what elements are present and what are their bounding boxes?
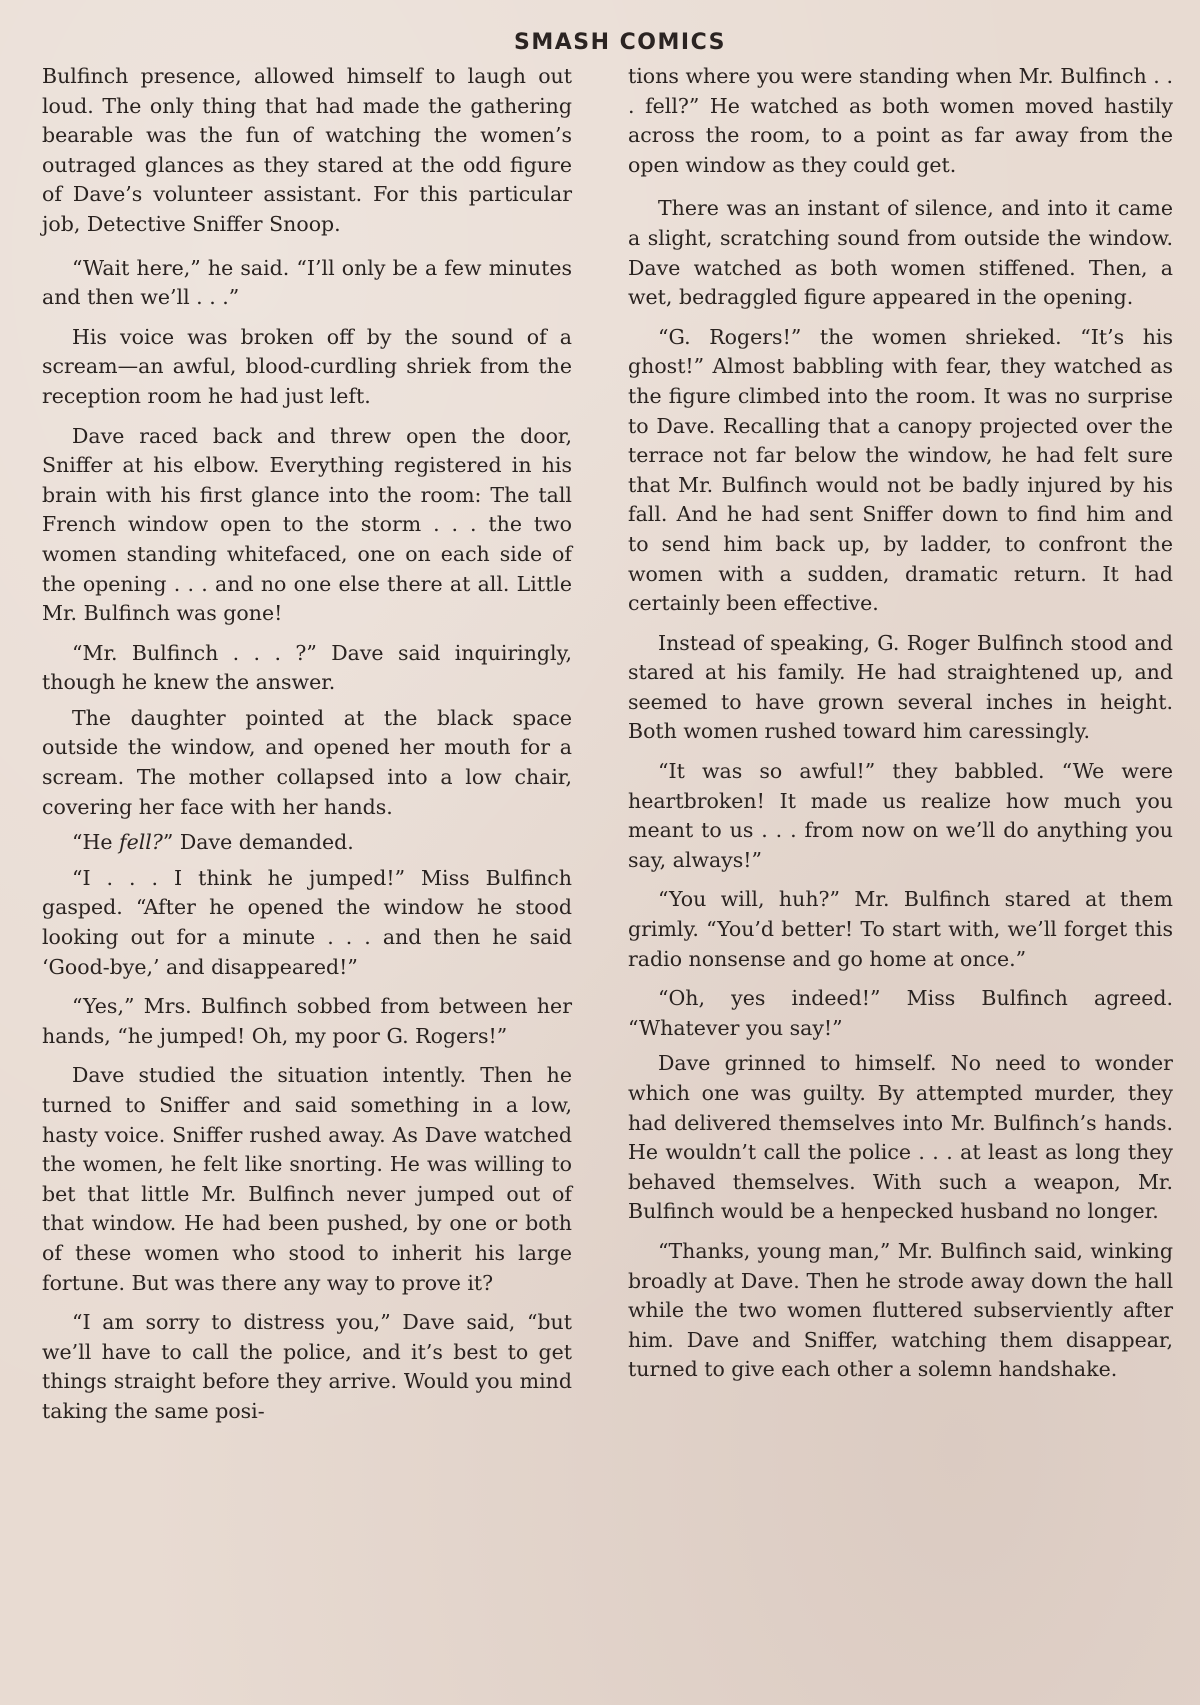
right-text-column <box>628 62 1173 1395</box>
page-header-title: SMASH COMICS <box>513 30 726 55</box>
paragraph: “It was so awful!” they babbled. “We were heartbroken! It made us realize how much you meant to us . . . from now on we’ll do anything you say, always!” <box>628 759 1173 872</box>
left-text-column <box>42 62 572 1437</box>
paragraph: “Yes,” Mrs. Bulfinch sobbed from between her hands, “he jumped! Oh, my poor G. Rogers!” <box>42 994 572 1048</box>
paragraph: Bulfinch presence, allowed himself to laugh out loud. The only thing that had made the gathering bearable was the fun of watching the women’s outraged glances as they stared at the odd figure of Dave’s volunteer assistant. For this particular job, Detective Sniffer Snoop. <box>42 64 572 236</box>
paragraph-he-fell <box>42 828 572 858</box>
paragraph: tions where you were standing when Mr. Bulfinch . . . fell?” He watched as both women moved hastily across the room, to a point as far away from the open window as they could get. <box>628 64 1173 177</box>
paragraph: “Thanks, young man,” Mr. Bulfinch said, winking broadly at Dave. Then he strode away down the hall while the two women fluttered subserviently after him. Dave and Sniffer, watching them disappear, turned to give each other a solemn handshake. <box>628 1238 1173 1382</box>
paragraph: “Mr. Bulfinch . . . ?” Dave said inquiringly, though he knew the answer. <box>42 640 572 695</box>
paragraph: “G. Rogers!” the women shrieked. “It’s his ghost!” Almost babbling with fear, they watched as the figure climbed into the room. It was no surprise to Dave. Recalling that a canopy projected over the terrace not far below the window, he had felt sure that Mr. Bulfinch would not be badly injured by his fall. And he had sent Sniffer down to find him and to send him back up, by ladder, to confront the women with a sudden, dramatic return. It had certainly been effective. <box>628 324 1173 616</box>
fell-line-after: ” Dave demanded. <box>162 830 354 855</box>
paragraph: “You will, huh?” Mr. Bulfinch stared at them grimly. “You’d better! To start with, we’ll forget this radio nonsense and go home at once.” <box>628 887 1173 971</box>
paragraph: There was an instant of silence, and into it came a slight, scratching sound from outside the window. Dave watched as both women stiffened. Then, a wet, bedraggled figure appeared in the opening. <box>628 196 1173 310</box>
paragraph: The daughter pointed at the black space outside the window, and opened her mouth for a scream. The mother collapsed into a low chair, covering her face with her hands. <box>42 705 572 819</box>
paragraph: Dave raced back and threw open the door, Sniffer at his elbow. Everything registered in his brain with his first glance into the room: The tall French window open to the storm . . . the two women standing whitefaced, one on each side of the opening . . . and no one else there at all. Little Mr. Bulfinch was gone! <box>42 423 572 626</box>
paragraph: “I . . . I think he jumped!” Miss Bulfinch gasped. “After he opened the window he stood looking out for a minute . . . and then he said ‘Good-bye,’ and disappeared!” <box>42 865 572 979</box>
fell-line-before: “He <box>72 830 120 855</box>
paragraph: “I am sorry to distress you,” Dave said, “but we’ll have to call the police, and it’s best to get things straight before they arrive. Would you mind taking the same posi- <box>42 1310 572 1423</box>
paragraph: Dave grinned to himself. No need to wonder which one was guilty. By attempted murder, they had delivered themselves into Mr. Bulfinch’s hands. He wouldn’t call the police . . . at least as long they behaved themselves. With such a weapon, Mr. Bulfinch would be a henpecked husband no longer. <box>628 1051 1173 1224</box>
paragraph: His voice was broken off by the sound of a scream—an awful, blood-curdling shriek from the reception room he had just left. <box>42 324 572 408</box>
paragraph: “Wait here,” he said. “I’ll only be a few minutes and then we’ll . . .” <box>42 255 572 310</box>
fell-line-emphasis: fell? <box>119 830 163 855</box>
paragraph: Instead of speaking, G. Roger Bulfinch stood and stared at his family. He had straightened up, and seemed to have grown several inches in height. Both women rushed toward him caressingly. <box>628 630 1173 744</box>
paragraph: Dave studied the situation intently. Then he turned to Sniffer and said something in a low, hasty voice. Sniffer rushed away. As Dave watched the women, he felt like snorting. He was willing to bet that little Mr. Bulfinch never jumped out of that window. He had been pushed, by one or both of these women who stood to inherit his large fortune. But was there any way to prove it? <box>42 1063 572 1295</box>
paragraph: “Oh, yes indeed!” Miss Bulfinch agreed. “Whatever you say!” <box>628 986 1173 1040</box>
